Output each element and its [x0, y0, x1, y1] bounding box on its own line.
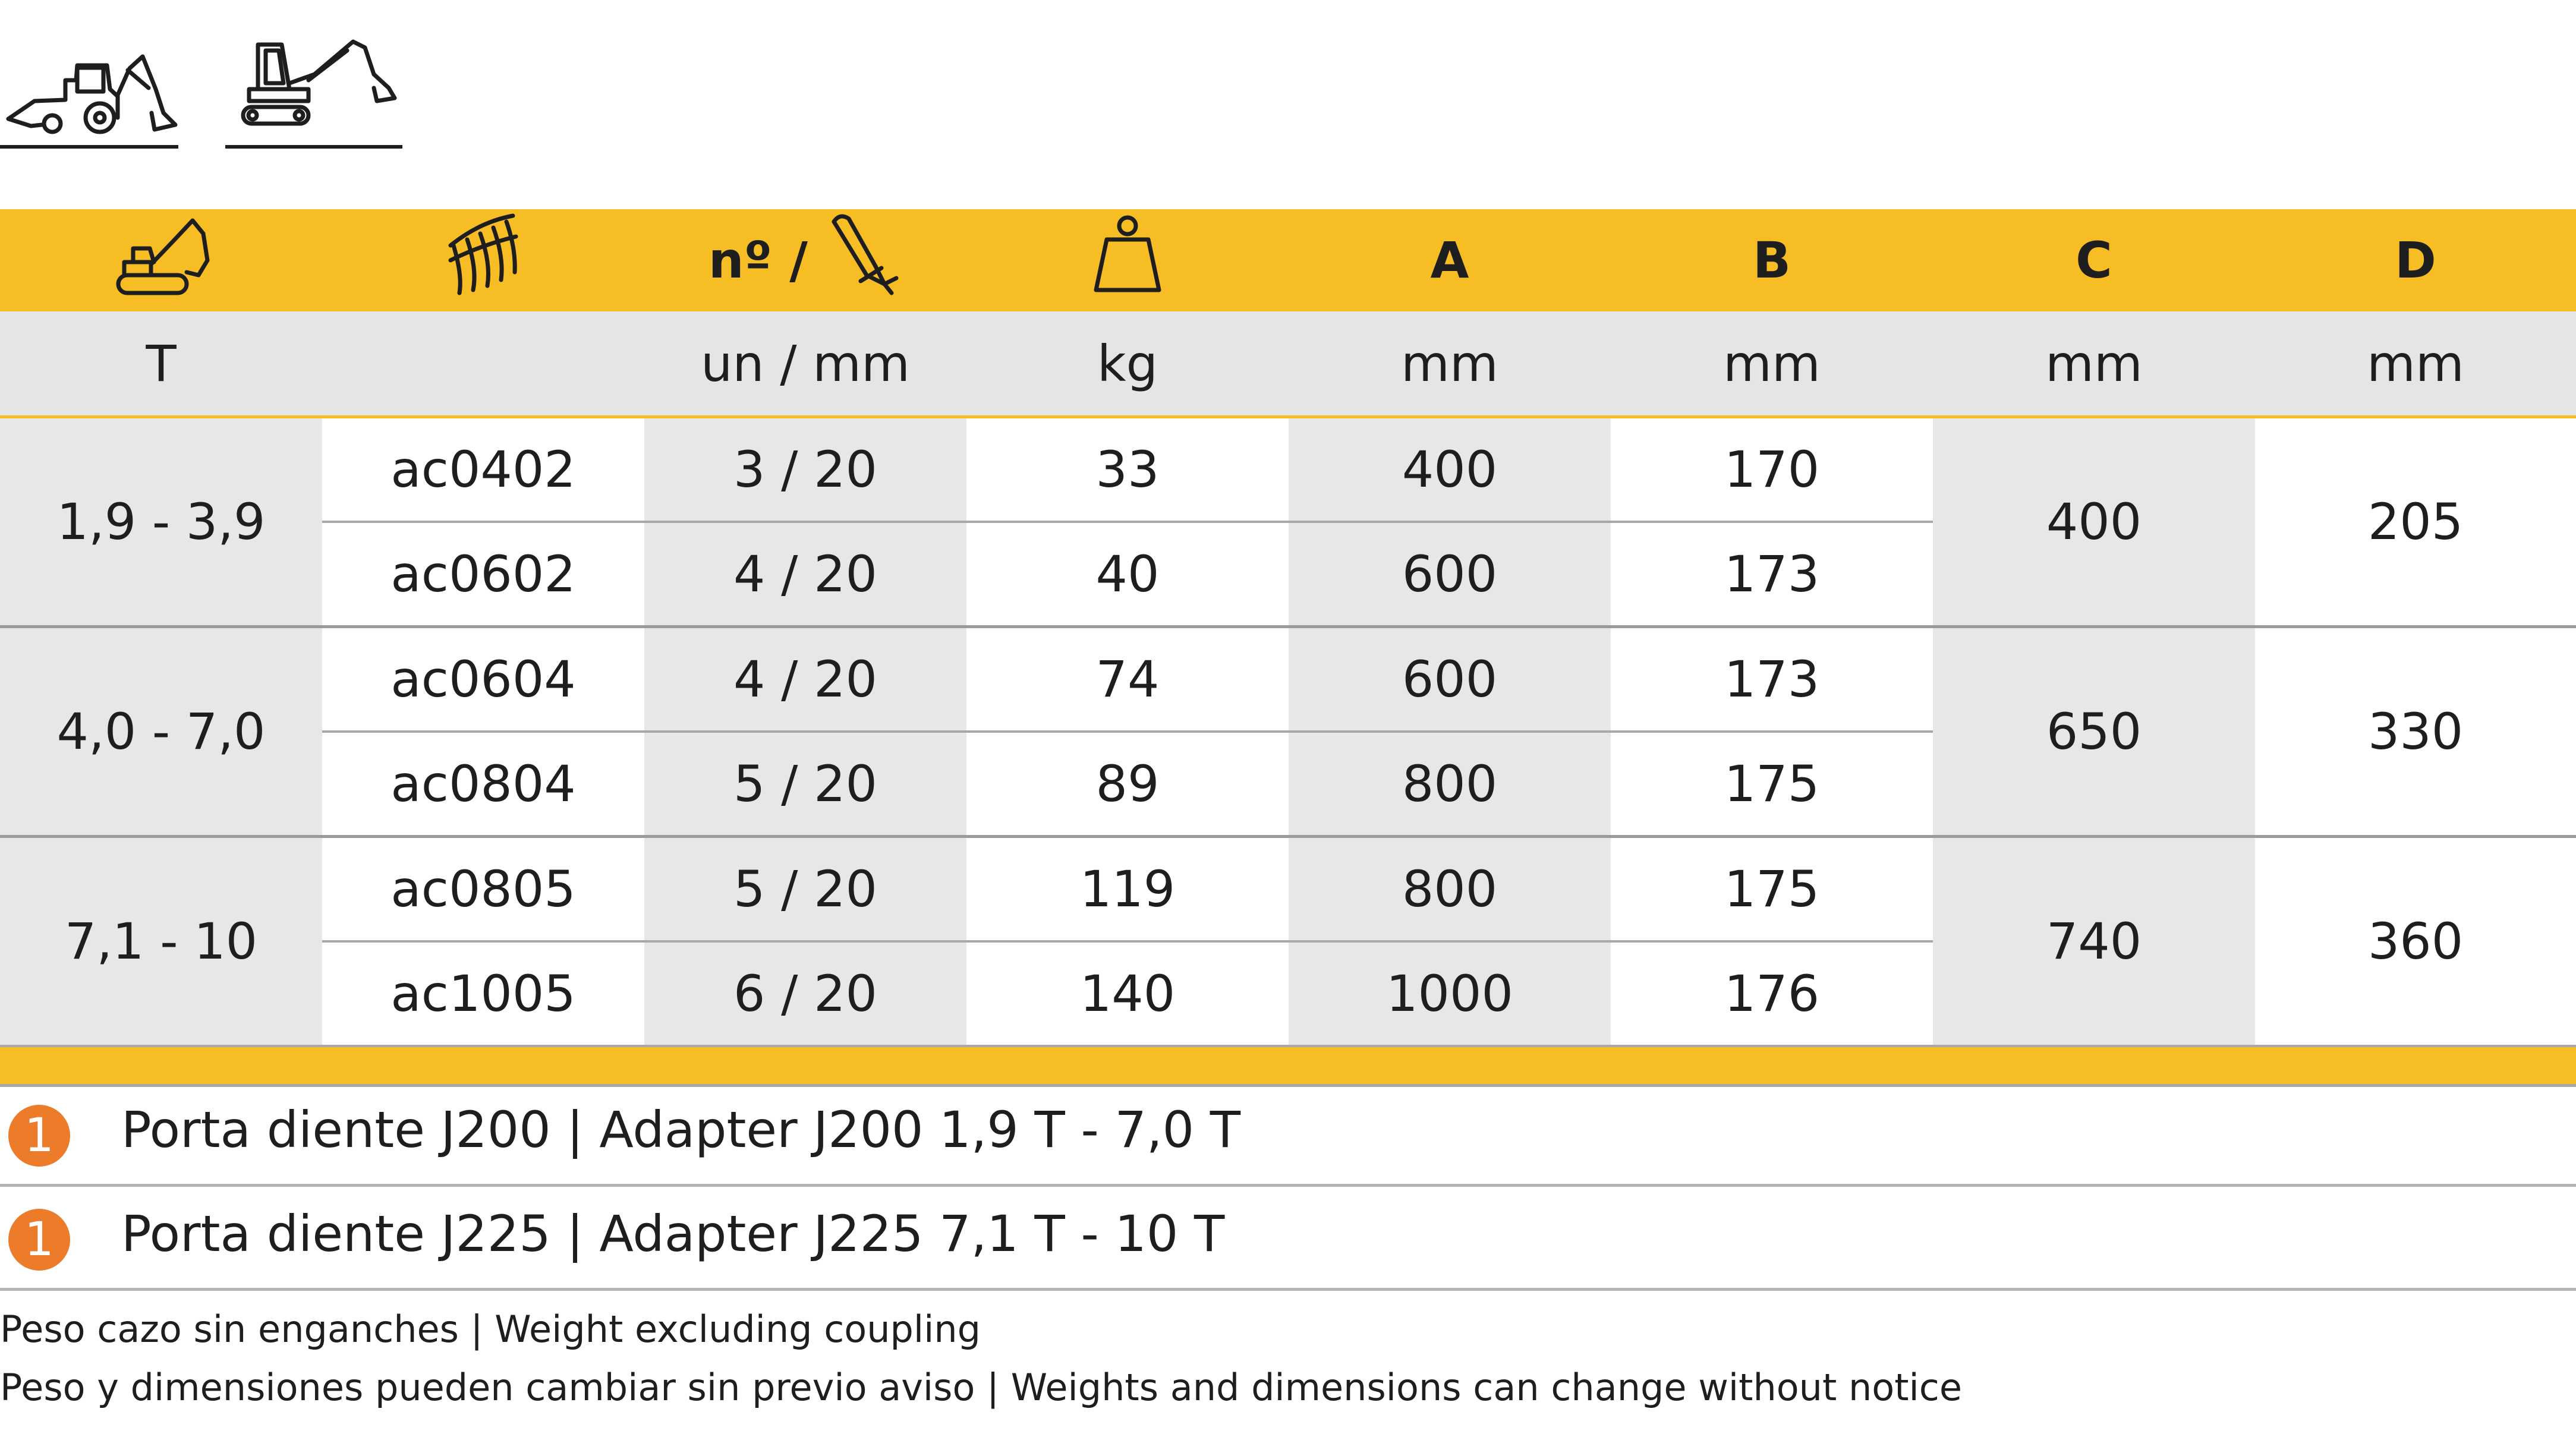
- teeth-cell: 4 / 20: [644, 522, 966, 627]
- header-a: A: [1289, 209, 1611, 311]
- b-cell: 173: [1611, 522, 1933, 627]
- range-cell: 1,9 - 3,9: [0, 417, 322, 627]
- header-row: [0, 209, 2576, 311]
- kg-cell: 33: [966, 417, 1289, 522]
- note-badge: 1: [8, 1209, 70, 1271]
- header-model: [322, 209, 644, 311]
- table-row: [0, 417, 2576, 522]
- kg-cell: 74: [966, 627, 1289, 732]
- a-cell: 800: [1289, 732, 1611, 837]
- note-text: Porta diente J200 | Adapter J200 1,9 T - 7,0 T: [121, 1101, 1241, 1159]
- header-b: B: [1611, 209, 1933, 311]
- code-cell: ac1005: [322, 941, 644, 1046]
- tooth-icon: [825, 210, 902, 311]
- unit-cell: mm: [1933, 311, 2255, 417]
- footnote-weight: Peso cazo sin enganches | Weight excluding coupling: [0, 1307, 981, 1351]
- unit-cell: T: [0, 311, 322, 417]
- a-cell: 400: [1289, 417, 1611, 522]
- teeth-cell: 3 / 20: [644, 417, 966, 522]
- units-row: [0, 311, 2576, 417]
- teeth-cell: 5 / 20: [644, 732, 966, 837]
- weight-icon: [1089, 213, 1166, 308]
- unit-cell: mm: [1611, 311, 1933, 417]
- kg-cell: 140: [966, 941, 1289, 1046]
- code-cell: ac0805: [322, 837, 644, 942]
- header-teeth-label: nº /: [708, 231, 808, 289]
- teeth-cell: 5 / 20: [644, 837, 966, 942]
- range-cell: 7,1 - 10: [0, 837, 322, 1047]
- c-cell: 400: [1933, 417, 2255, 627]
- c-cell: 650: [1933, 627, 2255, 837]
- table-footer-bar: [0, 1046, 2576, 1086]
- unit-cell: mm: [1289, 311, 1611, 417]
- rake-bucket-icon: [445, 210, 522, 311]
- b-cell: 170: [1611, 417, 1933, 522]
- unit-cell: un / mm: [644, 311, 966, 417]
- header-weight: [966, 209, 1289, 311]
- kg-cell: 40: [966, 522, 1289, 627]
- code-cell: ac0804: [322, 732, 644, 837]
- header-d: D: [2255, 209, 2576, 311]
- table-row: [0, 837, 2576, 942]
- b-cell: 175: [1611, 732, 1933, 837]
- note-text: Porta diente J225 | Adapter J225 7,1 T - 10 T: [121, 1205, 1225, 1263]
- footnote-disclaimer: Peso y dimensiones pueden cambiar sin previo aviso | Weights and dimensions can change without notice: [0, 1366, 1962, 1409]
- machine-types: [0, 24, 416, 152]
- code-cell: ac0604: [322, 627, 644, 732]
- a-cell: 1000: [1289, 941, 1611, 1046]
- range-cell: 4,0 - 7,0: [0, 627, 322, 837]
- header-c: C: [1933, 209, 2255, 311]
- teeth-cell: 6 / 20: [644, 941, 966, 1046]
- unit-cell: [322, 311, 644, 417]
- mini-excavator-icon: [225, 24, 402, 149]
- note-badge: 1: [8, 1105, 70, 1167]
- code-cell: ac0402: [322, 417, 644, 522]
- c-cell: 740: [1933, 837, 2255, 1047]
- d-cell: 360: [2255, 837, 2576, 1047]
- a-cell: 800: [1289, 837, 1611, 942]
- header-teeth: [644, 209, 966, 311]
- accent-bar: [0, 1046, 2576, 1086]
- backhoe-loader-icon: [0, 24, 178, 149]
- teeth-cell: 4 / 20: [644, 627, 966, 732]
- d-cell: 205: [2255, 417, 2576, 627]
- header-machine-weight: [0, 209, 322, 311]
- d-cell: 330: [2255, 627, 2576, 837]
- a-cell: 600: [1289, 522, 1611, 627]
- adapter-note: [0, 1187, 2576, 1291]
- b-cell: 176: [1611, 941, 1933, 1046]
- unit-cell: kg: [966, 311, 1289, 417]
- specs-table: [0, 209, 2576, 1087]
- unit-cell: mm: [2255, 311, 2576, 417]
- code-cell: ac0602: [322, 522, 644, 627]
- a-cell: 600: [1289, 627, 1611, 732]
- b-cell: 173: [1611, 627, 1933, 732]
- table-row: [0, 627, 2576, 732]
- b-cell: 175: [1611, 837, 1933, 942]
- adapter-note: [0, 1083, 2576, 1187]
- kg-cell: 119: [966, 837, 1289, 942]
- excavator-icon: [109, 210, 213, 311]
- kg-cell: 89: [966, 732, 1289, 837]
